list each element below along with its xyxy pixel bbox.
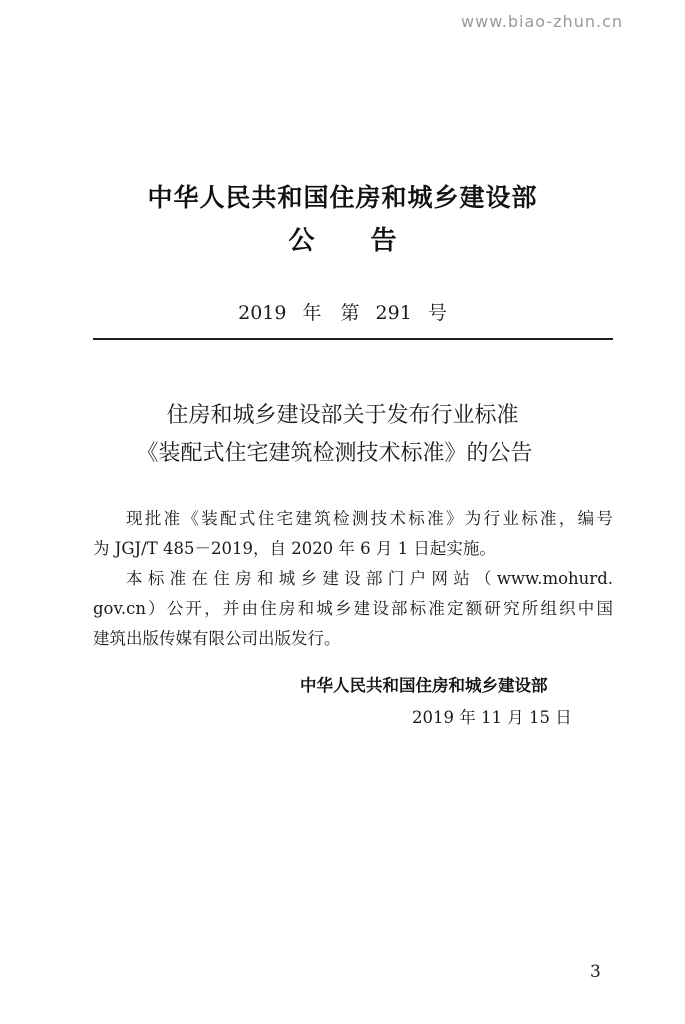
paragraph-1-line-2: 为 JGJ/T 485－2019，自 2020 年 6 月 1 日起实施。 bbox=[93, 539, 496, 558]
paragraph-2-line-2: gov.cn）公开，并由住房和城乡建设部标准定额研究所组织中国 bbox=[93, 599, 613, 618]
subject-line-2: 《装配式住宅建筑检测技术标准》的公告 bbox=[136, 441, 533, 466]
paragraph-2-line-1: 本标准在住房和城乡建设部门户网站（www.mohurd. bbox=[126, 569, 613, 588]
page-number: 3 bbox=[590, 962, 601, 982]
header-divider bbox=[93, 338, 613, 340]
document-type: 公告 bbox=[288, 226, 453, 256]
signature-organization: 中华人民共和国住房和城乡建设部 bbox=[300, 676, 548, 695]
paragraph-1-line-1: 现批准《装配式住宅建筑检测技术标准》为行业标准，编号 bbox=[126, 509, 613, 528]
document-number: 2019 年 第 291 号 bbox=[238, 302, 447, 324]
paragraph-2-line-3: 建筑出版传媒有限公司出版发行。 bbox=[93, 629, 341, 648]
subject-line-1: 住房和城乡建设部关于发布行业标准 bbox=[166, 403, 519, 428]
signature-date: 2019 年 11 月 15 日 bbox=[412, 708, 572, 727]
issuer-title: 中华人民共和国住房和城乡建设部 bbox=[147, 183, 538, 212]
watermark-text: www.biao-zhun.cn bbox=[461, 12, 623, 31]
